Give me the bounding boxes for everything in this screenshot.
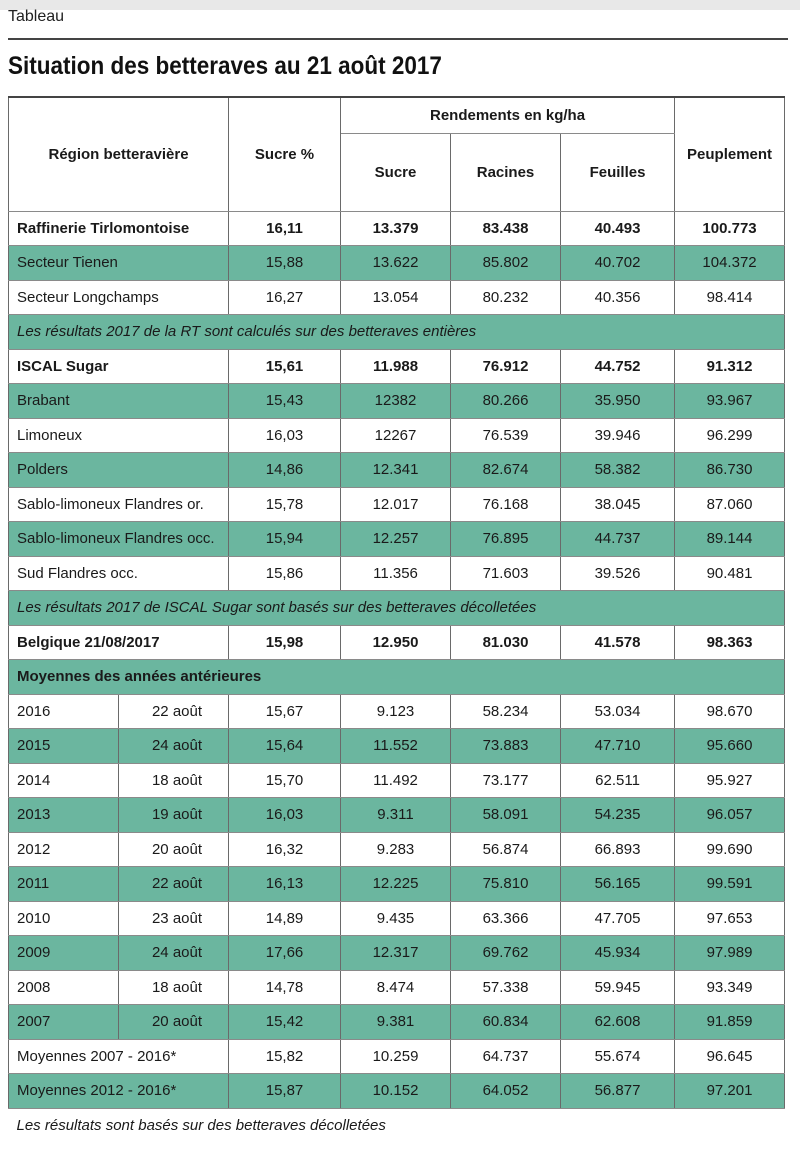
- sucre-pct-cell: 15,43: [229, 384, 341, 419]
- peuplement-cell: 104.372: [675, 246, 785, 281]
- sucre-cell: 11.988: [341, 349, 451, 384]
- table-row: [9, 763, 785, 798]
- region-cell: Sablo-limoneux Flandres occ.: [9, 522, 229, 557]
- racines-cell: 82.674: [451, 453, 561, 488]
- racines-cell: 80.232: [451, 280, 561, 315]
- peuplement-cell: 95.660: [675, 729, 785, 764]
- sucre-pct-cell: 16,03: [229, 798, 341, 833]
- table-row: [9, 418, 785, 453]
- region-cell: Moyennes 2007 - 2016*: [9, 1039, 229, 1074]
- header-sucre-pct: Sucre %: [229, 97, 341, 211]
- racines-cell: 69.762: [451, 936, 561, 971]
- feuilles-cell: 40.702: [561, 246, 675, 281]
- sucre-pct-cell: 16,27: [229, 280, 341, 315]
- date-cell: 20 août: [119, 832, 229, 867]
- sucre-cell: 13.054: [341, 280, 451, 315]
- feuilles-cell: 41.578: [561, 625, 675, 660]
- footnote: Les résultats sont basés sur des betteraves décolletées: [16, 1117, 386, 1134]
- table-row: [9, 694, 785, 729]
- sucre-cell: 12382: [341, 384, 451, 419]
- table-row: [9, 211, 785, 246]
- top-bar: [0, 0, 800, 10]
- feuilles-cell: 62.608: [561, 1005, 675, 1040]
- table-row: [9, 522, 785, 557]
- sucre-pct-cell: 15,78: [229, 487, 341, 522]
- peuplement-cell: 100.773: [675, 211, 785, 246]
- sucre-pct-cell: 16,13: [229, 867, 341, 902]
- sucre-cell: 11.356: [341, 556, 451, 591]
- region-cell: Brabant: [9, 384, 229, 419]
- note-cell: Les résultats 2017 de la RT sont calculés sur des betteraves entières: [9, 315, 785, 350]
- feuilles-cell: 55.674: [561, 1039, 675, 1074]
- section-label: Tableau: [8, 8, 65, 25]
- sucre-cell: 9.123: [341, 694, 451, 729]
- feuilles-cell: 40.493: [561, 211, 675, 246]
- date-cell: 19 août: [119, 798, 229, 833]
- peuplement-cell: 95.927: [675, 763, 785, 798]
- sucre-cell: 12.225: [341, 867, 451, 902]
- sucre-cell: 9.381: [341, 1005, 451, 1040]
- table-row: [9, 349, 785, 384]
- sucre-pct-cell: 15,67: [229, 694, 341, 729]
- date-cell: 20 août: [119, 1005, 229, 1040]
- feuilles-cell: 56.165: [561, 867, 675, 902]
- sucre-cell: 10.152: [341, 1074, 451, 1109]
- racines-cell: 73.883: [451, 729, 561, 764]
- note-cell: Les résultats 2017 de ISCAL Sugar sont basés sur des betteraves décolletées: [9, 591, 785, 626]
- peuplement-cell: 86.730: [675, 453, 785, 488]
- peuplement-cell: 91.312: [675, 349, 785, 384]
- date-cell: 18 août: [119, 970, 229, 1005]
- region-cell: Moyennes 2012 - 2016*: [9, 1074, 229, 1109]
- sucre-pct-cell: 17,66: [229, 936, 341, 971]
- table-row: [9, 453, 785, 488]
- year-cell: 2013: [9, 798, 119, 833]
- racines-cell: 76.539: [451, 418, 561, 453]
- peuplement-cell: 89.144: [675, 522, 785, 557]
- year-cell: 2011: [9, 867, 119, 902]
- table-row: [9, 1005, 785, 1040]
- header-sucre: Sucre: [341, 133, 451, 211]
- region-cell: Belgique 21/08/2017: [9, 625, 229, 660]
- sucre-cell: 13.622: [341, 246, 451, 281]
- header-peuplement: Peuplement: [675, 97, 785, 211]
- year-cell: 2009: [9, 936, 119, 971]
- sucre-cell: 11.552: [341, 729, 451, 764]
- feuilles-cell: 54.235: [561, 798, 675, 833]
- sucre-cell: 12.017: [341, 487, 451, 522]
- date-cell: 23 août: [119, 901, 229, 936]
- table-row: [9, 901, 785, 936]
- racines-cell: 75.810: [451, 867, 561, 902]
- table-row: [9, 246, 785, 281]
- racines-cell: 64.052: [451, 1074, 561, 1109]
- racines-cell: 58.091: [451, 798, 561, 833]
- peuplement-cell: 97.653: [675, 901, 785, 936]
- year-cell: 2016: [9, 694, 119, 729]
- sucre-cell: 13.379: [341, 211, 451, 246]
- region-cell: Sablo-limoneux Flandres or.: [9, 487, 229, 522]
- table-row: [9, 384, 785, 419]
- peuplement-cell: 99.591: [675, 867, 785, 902]
- feuilles-cell: 56.877: [561, 1074, 675, 1109]
- sugar-beet-table: [8, 96, 785, 1143]
- sucre-cell: 12.317: [341, 936, 451, 971]
- sucre-cell: 10.259: [341, 1039, 451, 1074]
- date-cell: 22 août: [119, 694, 229, 729]
- sucre-pct-cell: 15,61: [229, 349, 341, 384]
- racines-cell: 58.234: [451, 694, 561, 729]
- peuplement-cell: 96.299: [675, 418, 785, 453]
- table-row: [9, 556, 785, 591]
- sucre-pct-cell: 15,42: [229, 1005, 341, 1040]
- year-cell: 2010: [9, 901, 119, 936]
- peuplement-cell: 90.481: [675, 556, 785, 591]
- table-row: [9, 729, 785, 764]
- page-title: Situation des betteraves au 21 août 2017: [8, 52, 442, 80]
- racines-cell: 85.802: [451, 246, 561, 281]
- sucre-pct-cell: 16,32: [229, 832, 341, 867]
- feuilles-cell: 58.382: [561, 453, 675, 488]
- table-row: [9, 1074, 785, 1109]
- racines-cell: 80.266: [451, 384, 561, 419]
- table-row: [9, 280, 785, 315]
- table-row: [9, 625, 785, 660]
- year-cell: 2012: [9, 832, 119, 867]
- peuplement-cell: 97.989: [675, 936, 785, 971]
- year-cell: 2007: [9, 1005, 119, 1040]
- region-cell: Raffinerie Tirlomontoise: [9, 211, 229, 246]
- region-cell: Sud Flandres occ.: [9, 556, 229, 591]
- table-row: [9, 867, 785, 902]
- table-row: [9, 660, 785, 695]
- table-row: [9, 936, 785, 971]
- peuplement-cell: 93.967: [675, 384, 785, 419]
- sucre-pct-cell: 14,89: [229, 901, 341, 936]
- header-region: Région betteravière: [9, 97, 229, 211]
- date-cell: 18 août: [119, 763, 229, 798]
- peuplement-cell: 98.670: [675, 694, 785, 729]
- peuplement-cell: 98.363: [675, 625, 785, 660]
- sucre-cell: 12.257: [341, 522, 451, 557]
- racines-cell: 60.834: [451, 1005, 561, 1040]
- sucre-pct-cell: 14,86: [229, 453, 341, 488]
- feuilles-cell: 45.934: [561, 936, 675, 971]
- region-cell: Polders: [9, 453, 229, 488]
- sucre-pct-cell: 15,87: [229, 1074, 341, 1109]
- racines-cell: 56.874: [451, 832, 561, 867]
- date-cell: 24 août: [119, 936, 229, 971]
- region-cell: ISCAL Sugar: [9, 349, 229, 384]
- table-row: [9, 315, 785, 350]
- table-row: [9, 591, 785, 626]
- racines-cell: 81.030: [451, 625, 561, 660]
- sucre-pct-cell: 15,86: [229, 556, 341, 591]
- peuplement-cell: 97.201: [675, 1074, 785, 1109]
- feuilles-cell: 59.945: [561, 970, 675, 1005]
- feuilles-cell: 66.893: [561, 832, 675, 867]
- region-cell: Secteur Longchamps: [9, 280, 229, 315]
- sucre-cell: 12.950: [341, 625, 451, 660]
- feuilles-cell: 35.950: [561, 384, 675, 419]
- racines-cell: 76.168: [451, 487, 561, 522]
- table-row: [9, 1039, 785, 1074]
- sucre-cell: 12267: [341, 418, 451, 453]
- sucre-cell: 9.435: [341, 901, 451, 936]
- region-cell: Limoneux: [9, 418, 229, 453]
- date-cell: 22 août: [119, 867, 229, 902]
- sucre-cell: 12.341: [341, 453, 451, 488]
- racines-cell: 71.603: [451, 556, 561, 591]
- peuplement-cell: 98.414: [675, 280, 785, 315]
- feuilles-cell: 47.710: [561, 729, 675, 764]
- sucre-pct-cell: 16,03: [229, 418, 341, 453]
- peuplement-cell: 91.859: [675, 1005, 785, 1040]
- header-feuilles: Feuilles: [561, 133, 675, 211]
- feuilles-cell: 62.511: [561, 763, 675, 798]
- sucre-pct-cell: 15,98: [229, 625, 341, 660]
- table-row: [9, 798, 785, 833]
- table-body: [9, 211, 785, 1108]
- region-cell: Secteur Tienen: [9, 246, 229, 281]
- racines-cell: 73.177: [451, 763, 561, 798]
- sucre-pct-cell: 15,64: [229, 729, 341, 764]
- header-rule: [8, 38, 788, 40]
- feuilles-cell: 39.526: [561, 556, 675, 591]
- sucre-pct-cell: 15,94: [229, 522, 341, 557]
- racines-cell: 63.366: [451, 901, 561, 936]
- sucre-cell: 9.283: [341, 832, 451, 867]
- header-racines: Racines: [451, 133, 561, 211]
- racines-cell: 57.338: [451, 970, 561, 1005]
- racines-cell: 83.438: [451, 211, 561, 246]
- peuplement-cell: 96.057: [675, 798, 785, 833]
- sucre-pct-cell: 16,11: [229, 211, 341, 246]
- feuilles-cell: 44.752: [561, 349, 675, 384]
- feuilles-cell: 39.946: [561, 418, 675, 453]
- peuplement-cell: 96.645: [675, 1039, 785, 1074]
- feuilles-cell: 47.705: [561, 901, 675, 936]
- table-row: [9, 487, 785, 522]
- header-rendements: Rendements en kg/ha: [341, 97, 675, 133]
- feuilles-cell: 40.356: [561, 280, 675, 315]
- peuplement-cell: 99.690: [675, 832, 785, 867]
- racines-cell: 76.912: [451, 349, 561, 384]
- year-cell: 2008: [9, 970, 119, 1005]
- peuplement-cell: 93.349: [675, 970, 785, 1005]
- feuilles-cell: 53.034: [561, 694, 675, 729]
- peuplement-cell: 87.060: [675, 487, 785, 522]
- year-cell: 2015: [9, 729, 119, 764]
- table-row: [9, 970, 785, 1005]
- feuilles-cell: 38.045: [561, 487, 675, 522]
- section-heading-cell: Moyennes des années antérieures: [9, 660, 785, 695]
- sucre-cell: 11.492: [341, 763, 451, 798]
- sucre-pct-cell: 15,70: [229, 763, 341, 798]
- sucre-cell: 8.474: [341, 970, 451, 1005]
- racines-cell: 64.737: [451, 1039, 561, 1074]
- racines-cell: 76.895: [451, 522, 561, 557]
- feuilles-cell: 44.737: [561, 522, 675, 557]
- date-cell: 24 août: [119, 729, 229, 764]
- year-cell: 2014: [9, 763, 119, 798]
- sucre-cell: 9.311: [341, 798, 451, 833]
- sucre-pct-cell: 15,88: [229, 246, 341, 281]
- sucre-pct-cell: 15,82: [229, 1039, 341, 1074]
- sucre-pct-cell: 14,78: [229, 970, 341, 1005]
- table-row: [9, 832, 785, 867]
